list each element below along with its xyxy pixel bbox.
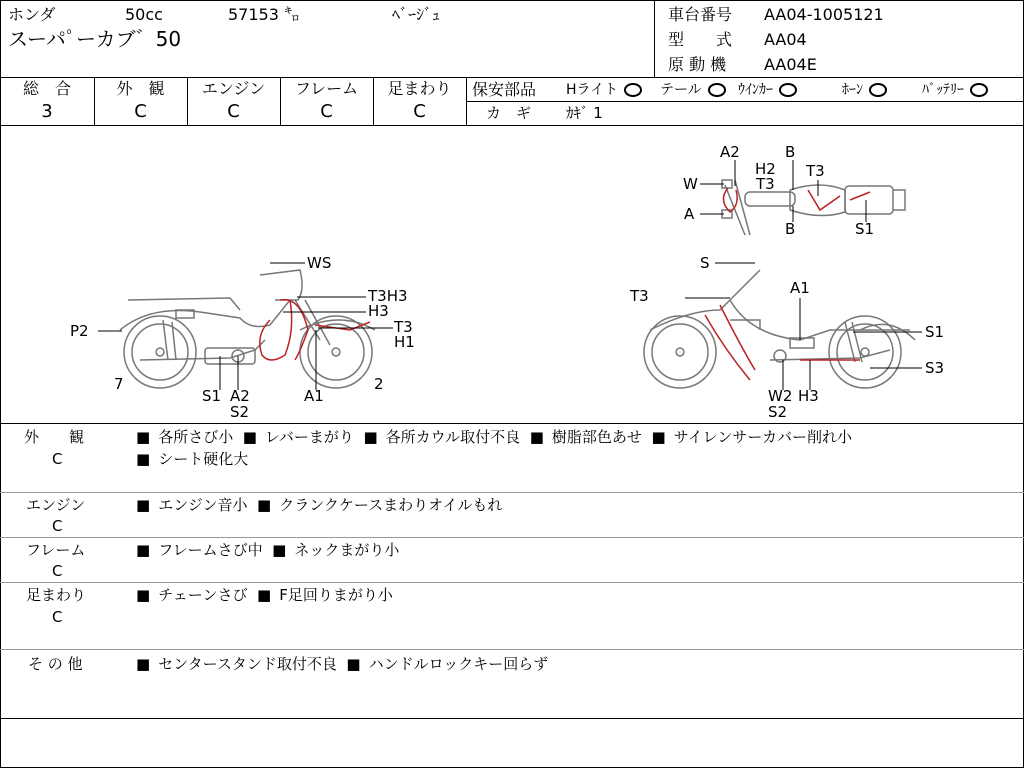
- type-value: AA04: [764, 30, 807, 49]
- remark-suspension-grade: C: [52, 608, 63, 626]
- label-s2: S2: [230, 403, 250, 421]
- safety-winker: ｳｲﾝｶｰ: [738, 81, 797, 99]
- remark-other-line1: ■ センタースタンド取付不良 ■ ハンドルロックキー回らず: [136, 653, 548, 675]
- engine-value: AA04E: [764, 55, 817, 74]
- displacement: 50cc: [125, 5, 163, 24]
- label-a2: A2: [230, 387, 250, 405]
- remark-engine-line1: ■ エンジン音小 ■ クランクケースまわりオイルもれ: [136, 494, 502, 516]
- remark-frame-grade: C: [52, 562, 63, 580]
- label-t-a: A: [684, 205, 695, 223]
- label-r-w2: W2: [768, 387, 793, 405]
- grade-header-exterior: 外 観: [116, 79, 165, 98]
- label-t-b2: B: [785, 220, 796, 238]
- maker: ホンダ: [8, 5, 56, 24]
- leader-lines: [98, 160, 922, 390]
- model-name: スーパﾟーカブ゛50: [8, 27, 182, 51]
- grade-header-overall: 総 合: [22, 79, 71, 98]
- label-t-t3b: T3: [756, 175, 775, 193]
- label-t-w: W: [683, 175, 698, 193]
- remark-exterior-line2: ■ シート硬化大: [136, 448, 248, 470]
- damage-diagram: [0, 126, 1024, 423]
- remark-frame-category: フレーム: [26, 541, 86, 559]
- grade-frame: C: [320, 101, 333, 122]
- body-color: ﾍﾞｰｼﾞｭ: [392, 5, 441, 24]
- remark-exterior-category: 外 観: [24, 428, 85, 446]
- bike-left-view: [120, 270, 375, 388]
- remark-suspension-line1: ■ チェーンさび ■ F足回りまがり小: [136, 584, 393, 606]
- label-h3: H3: [368, 302, 389, 320]
- bike-right-view: [644, 270, 915, 388]
- label-t-s1: S1: [855, 220, 875, 238]
- remark-other-category: そ の 他: [28, 655, 83, 673]
- key-label: カ ギ: [486, 104, 532, 122]
- label-t-b: B: [785, 143, 796, 161]
- grade-header-engine: エンジン: [201, 79, 266, 98]
- key-value: ｶｷﾞ 1: [566, 104, 603, 122]
- label-ws: WS: [307, 254, 332, 272]
- grade-header-frame: フレーム: [294, 79, 359, 98]
- label-r-s: S: [700, 254, 710, 272]
- label-t-a2: A2: [720, 143, 740, 161]
- remark-engine-category: エンジン: [26, 496, 86, 514]
- remark-engine-grade: C: [52, 517, 63, 535]
- label-t-t3: T3: [806, 162, 825, 180]
- bike-top-view: [722, 180, 905, 235]
- safety-headlight: Hライト: [566, 81, 642, 99]
- label-2: 2: [374, 375, 384, 393]
- label-r-t3: T3: [630, 287, 649, 305]
- label-r-s2: S2: [768, 403, 788, 421]
- grade-exterior: C: [134, 101, 147, 122]
- grade-header-suspension: 足まわり: [387, 79, 452, 98]
- label-s1: S1: [202, 387, 222, 405]
- safety-battery: ﾊﾞｯﾃﾘｰ: [922, 81, 988, 99]
- frame-number-label: 車台番号: [668, 5, 733, 24]
- label-r-a1: A1: [790, 279, 810, 297]
- remark-suspension-category: 足まわり: [26, 586, 87, 604]
- grade-overall: 3: [41, 101, 53, 122]
- safety-horn: ﾎｰﾝ: [842, 81, 887, 99]
- label-h1: H1: [394, 333, 415, 351]
- label-t3: T3: [394, 318, 413, 336]
- label-r-h3: H3: [798, 387, 819, 405]
- remark-exterior-grade: C: [52, 450, 63, 468]
- mileage: 57153 ㌔: [228, 5, 300, 24]
- label-t-h2: H2: [755, 160, 776, 178]
- engine-label: 原 動 機: [668, 55, 727, 74]
- grade-suspension: C: [413, 101, 426, 122]
- label-r-s1: S1: [925, 323, 945, 341]
- frame-number: AA04-1005121: [764, 5, 884, 24]
- grade-engine: C: [227, 101, 240, 122]
- type-label: 型 式: [668, 30, 733, 49]
- label-t3h3: T3H3: [368, 287, 408, 305]
- label-7: 7: [114, 375, 124, 393]
- safety-tail: テール: [660, 81, 726, 99]
- label-r-s3: S3: [925, 359, 945, 377]
- remark-frame-line1: ■ フレームさび中 ■ ネックまがり小: [136, 539, 399, 561]
- label-a1: A1: [304, 387, 324, 405]
- safety-label: 保安部品: [472, 80, 537, 99]
- label-p2: P2: [70, 322, 89, 340]
- remark-exterior-line1: ■ 各所さび小 ■ レバーまがり ■ 各所カウル取付不良 ■ 樹脂部色あせ ■ サイレンサーカバー削れ小: [136, 426, 852, 448]
